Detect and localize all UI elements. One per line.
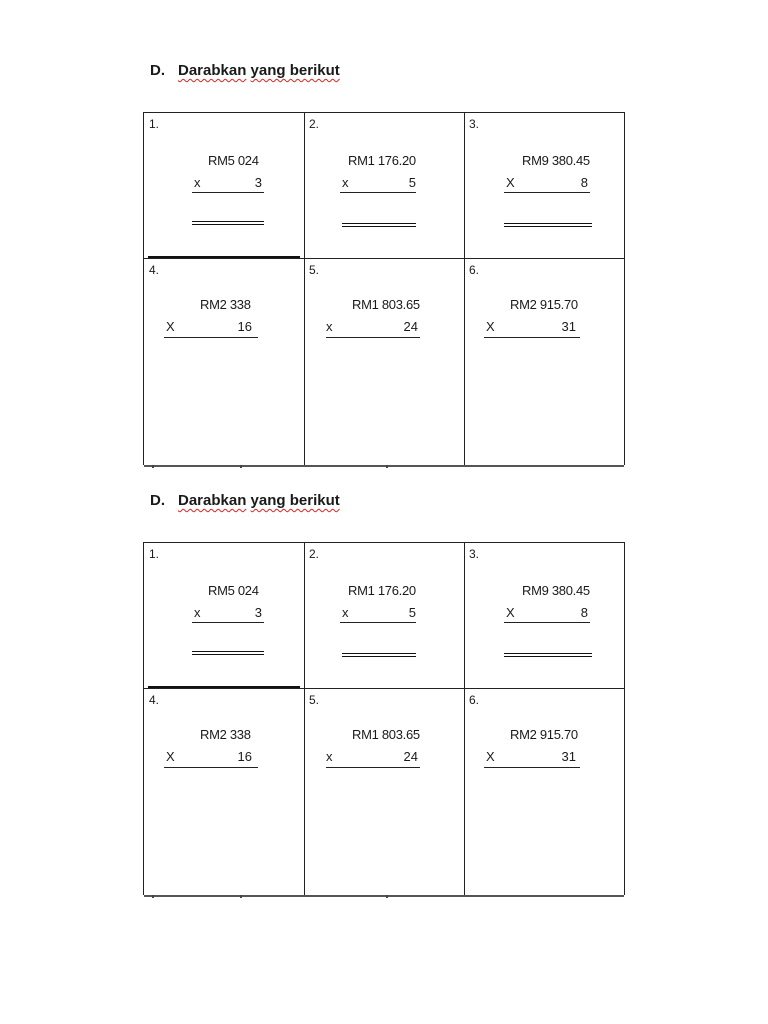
- problem-grid: [143, 112, 625, 465]
- problem-number: 6.: [469, 263, 480, 277]
- problem-cell: [464, 689, 624, 865]
- answer-rule: [164, 337, 258, 338]
- problem-multiplier: 16: [237, 319, 252, 334]
- problem-number: 5.: [309, 263, 320, 277]
- answer-rule: [484, 337, 580, 338]
- problem-amount: RM5 024: [208, 583, 259, 598]
- multiply-sign: X: [506, 175, 515, 190]
- problem-multiplier: 16: [237, 749, 252, 764]
- problem-multiplier: 5: [408, 605, 416, 620]
- answer-double-rule: [342, 223, 416, 227]
- multiply-sign: X: [506, 605, 515, 620]
- section-title-rest: yang berikut: [250, 492, 340, 509]
- answer-rule: [484, 767, 580, 768]
- problem-number: 1.: [149, 117, 160, 131]
- answer-rule: [192, 622, 264, 623]
- section-letter: D.: [150, 62, 165, 79]
- multiply-sign: X: [486, 749, 495, 764]
- problem-number: 2.: [309, 117, 320, 131]
- page-cut-edge: [144, 465, 624, 467]
- section-title-rest: yang berikut: [250, 62, 340, 79]
- problem-cell: [304, 259, 464, 435]
- problem-multiplier: 3: [254, 605, 262, 620]
- problem-cell: [144, 689, 304, 865]
- answer-rule: [504, 622, 590, 623]
- answer-rule: [164, 767, 258, 768]
- answer-rule: [340, 622, 416, 623]
- answer-double-rule: [192, 221, 264, 225]
- page-cut-edge: [386, 895, 388, 898]
- multiply-sign: X: [166, 319, 175, 334]
- answer-double-rule: [504, 653, 592, 657]
- problem-multiplier: 3: [254, 175, 262, 190]
- problem-cell: [144, 259, 304, 435]
- page-cut-edge: [152, 465, 154, 468]
- problem-number: 2.: [309, 547, 320, 561]
- section-letter: D.: [150, 492, 165, 509]
- problem-multiplier: 8: [580, 605, 588, 620]
- multiply-sign: x: [326, 749, 333, 764]
- problem-amount: RM1 803.65: [352, 727, 420, 742]
- page-cut-edge: [240, 465, 242, 468]
- multiply-sign: X: [486, 319, 495, 334]
- multiply-sign: x: [194, 175, 201, 190]
- problem-number: 4.: [149, 693, 160, 707]
- problem-amount: RM1 176.20: [348, 583, 416, 598]
- multiply-sign: X: [166, 749, 175, 764]
- problem-amount: RM2 915.70: [510, 727, 578, 742]
- problem-cell: [464, 259, 624, 435]
- problem-grid: [143, 542, 625, 895]
- problem-amount: RM9 380.45: [522, 153, 590, 168]
- problem-amount: RM2 915.70: [510, 297, 578, 312]
- problem-amount: RM2 338: [200, 727, 251, 742]
- page-cut-edge: [240, 895, 242, 898]
- page-cut-edge: [386, 465, 388, 468]
- page-cut-edge: [152, 895, 154, 898]
- problem-number: 4.: [149, 263, 160, 277]
- answer-double-rule: [192, 651, 264, 655]
- problem-multiplier: 8: [580, 175, 588, 190]
- problem-number: 3.: [469, 547, 480, 561]
- answer-rule: [192, 192, 264, 193]
- answer-rule: [504, 192, 590, 193]
- problem-amount: RM1 803.65: [352, 297, 420, 312]
- multiply-sign: x: [342, 175, 349, 190]
- multiply-sign: x: [342, 605, 349, 620]
- answer-double-rule: [342, 653, 416, 657]
- problem-multiplier: 24: [403, 749, 418, 764]
- problem-number: 6.: [469, 693, 480, 707]
- problem-multiplier: 24: [403, 319, 418, 334]
- section-heading: [150, 62, 340, 79]
- problem-multiplier: 5: [408, 175, 416, 190]
- problem-amount: RM5 024: [208, 153, 259, 168]
- section-title-word: Darabkan: [178, 62, 247, 79]
- answer-rule: [326, 337, 420, 338]
- page-cut-edge: [144, 895, 624, 897]
- answer-double-rule: [504, 223, 592, 227]
- multiply-sign: x: [326, 319, 333, 334]
- section-heading: [150, 492, 340, 509]
- section-title-word: Darabkan: [178, 492, 247, 509]
- problem-number: 5.: [309, 693, 320, 707]
- problem-number: 3.: [469, 117, 480, 131]
- answer-rule: [340, 192, 416, 193]
- problem-cell: [304, 689, 464, 865]
- problem-multiplier: 31: [561, 749, 576, 764]
- problem-amount: RM2 338: [200, 297, 251, 312]
- problem-number: 1.: [149, 547, 160, 561]
- problem-multiplier: 31: [561, 319, 576, 334]
- problem-amount: RM9 380.45: [522, 583, 590, 598]
- problem-amount: RM1 176.20: [348, 153, 416, 168]
- multiply-sign: x: [194, 605, 201, 620]
- answer-rule: [326, 767, 420, 768]
